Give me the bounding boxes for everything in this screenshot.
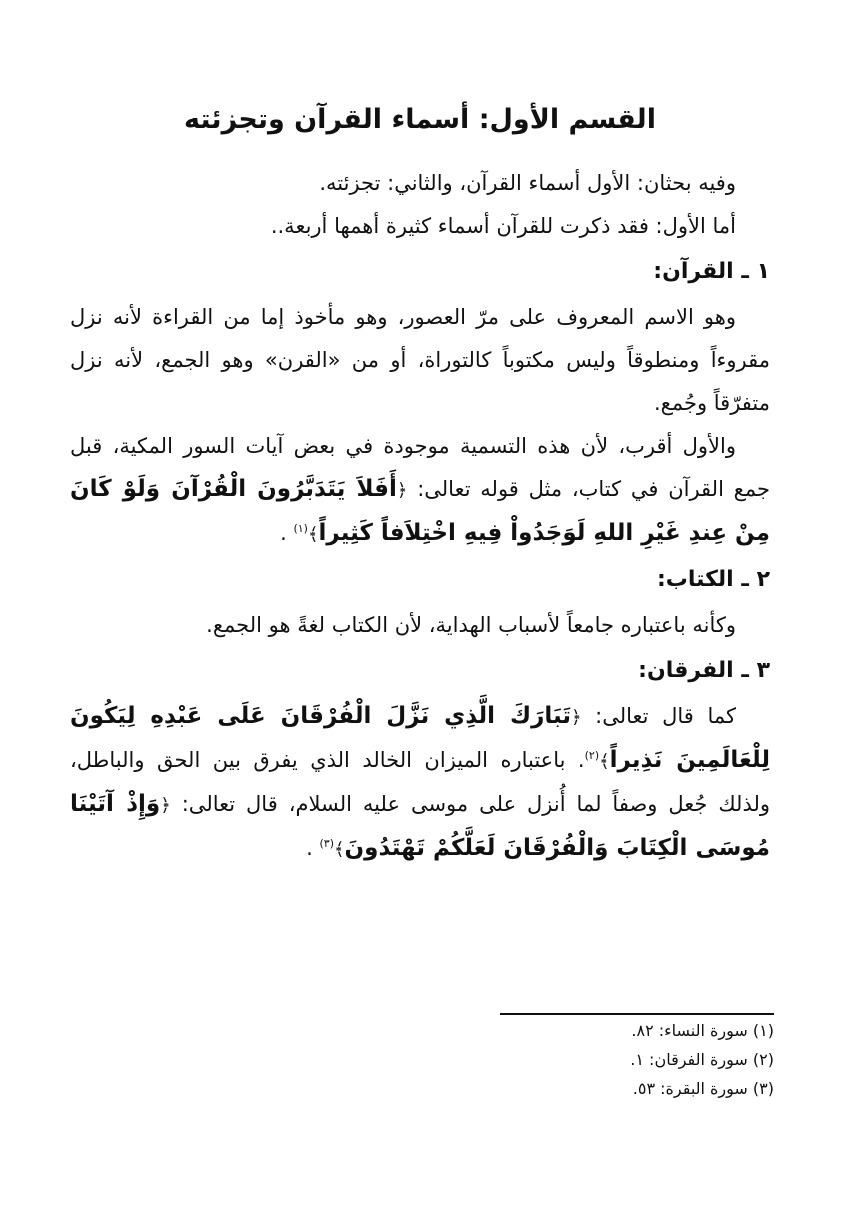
page-body	[70, 100, 770, 871]
quran-open-bracket: ﴿	[570, 707, 582, 728]
quran-open-bracket: ﴿	[160, 795, 171, 816]
footnote-3: (٣) سورة البقرة: ٥٣.	[632, 1079, 774, 1098]
quran-verse: أَفَلاَ يَتَدَبَّرُونَ الْقُرْآنَ وَلَوْ كَانَ مِنْ عِندِ غَيْرِ اللهِ لَوَجَدُواْ فِيهِ اخْتِلاَفاً كَثِيراً	[70, 476, 770, 546]
section-quran-paragraph-1: وهو الاسم المعروف على مرّ العصور، وهو مأخوذ إما من القراءة لأنه نزل مقروءاً ومنطوقاً وليس مكتوباً كالتوراة، أو من «القرن» وهو الجمع، لأنه نزل متفرّقاً وجُمع.	[70, 305, 770, 415]
quran-close-bracket: ﴾	[599, 751, 610, 772]
quran-verse: تَبَارَكَ الَّذِي نَزَّلَ الْفُرْقَانَ عَلَى عَبْدِهِ لِيَكُونَ لِلْعَالَمِينَ نَذِيراً	[70, 703, 770, 773]
page-title: القسم الأول: أسماء القرآن وتجزئته	[184, 104, 656, 135]
section-heading-furqan: ٣ ـ الفرقان:	[638, 658, 770, 683]
quran-close-bracket: ﴾	[307, 524, 319, 545]
intro-line-1: وفيه بحثان: الأول أسماء القرآن، والثاني: تجزئته.	[319, 171, 736, 195]
section-quran-paragraph-2: والأول أقرب، لأن هذه التسمية موجودة في بعض آيات السور المكية، قبل جمع القرآن في كتاب، مثل قوله تعالى: ﴿أَفَلاَ يَتَدَبَّرُونَ الْقُرْآنَ وَلَوْ كَانَ مِنْ عِندِ غَيْرِ اللهِ لَوَجَدُواْ فِيهِ اخْتِلاَفاً كَثِيراً﴾$^{(١)}$ .	[70, 434, 770, 546]
quran-verse: وَإِذْ آتَيْنَا مُوسَى الْكِتَابَ وَالْفُرْقَانَ لَعَلَّكُمْ تَهْتَدُونَ	[70, 791, 770, 861]
section-heading-kitab: ٢ ـ الكتاب:	[656, 567, 770, 592]
footnote-ref: (١)	[293, 522, 308, 535]
section-furqan-paragraph: كما قال تعالى: ﴿تَبَارَكَ الَّذِي نَزَّلَ الْفُرْقَانَ عَلَى عَبْدِهِ لِيَكُونَ لِلْعَالَمِينَ نَذِيراً﴾$^{(٢)}$. باعتباره الميزان الخالد الذي يفرق بين الحق والباطل، ولذلك جُعل وصفاً لما أُنزل على موسى عليه السلام، قال تعالى: ﴿وَإِذْ آتَيْنَا مُوسَى الْكِتَابَ وَالْفُرْقَانَ لَعَلَّكُمْ تَهْتَدُونَ﴾$^{(٣)}$ .	[70, 703, 771, 861]
paragraph-text: كما قال تعالى:	[595, 704, 736, 728]
footnote-2: (٢) سورة الفرقان: ١.	[630, 1050, 774, 1069]
paragraph-text: . باعتباره الميزان الخالد الذي يفرق بين الحق والباطل، ولذلك جُعل وصفاً لما أُنزل على موسى عليه السلام، قال تعالى:	[70, 748, 771, 816]
intro-line-2: أما الأول: فقد ذكرت للقرآن أسماء كثيرة أهمها أربعة..	[270, 214, 736, 238]
footnote-ref: (٢)	[584, 749, 600, 762]
paragraph-text: والأول أقرب، لأن هذه التسمية موجودة في بعض آيات السور المكية، قبل جمع القرآن في كتاب، مثل قوله تعالى:	[70, 434, 770, 501]
section-heading-quran: ١ ـ القرآن:	[653, 259, 770, 284]
footnotes	[274, 1016, 774, 1103]
quran-close-bracket: ﴾	[333, 839, 345, 860]
footnote-ref: (٣)	[319, 837, 334, 850]
quran-open-bracket: ﴿	[396, 480, 408, 501]
section-kitab-paragraph: وكأنه باعتباره جامعاً لأسباب الهداية، لأن الكتاب لغةً هو الجمع.	[206, 613, 736, 637]
footnote-divider	[500, 1013, 774, 1015]
footnote-1: (١) سورة النساء: ٨٢.	[631, 1021, 774, 1040]
